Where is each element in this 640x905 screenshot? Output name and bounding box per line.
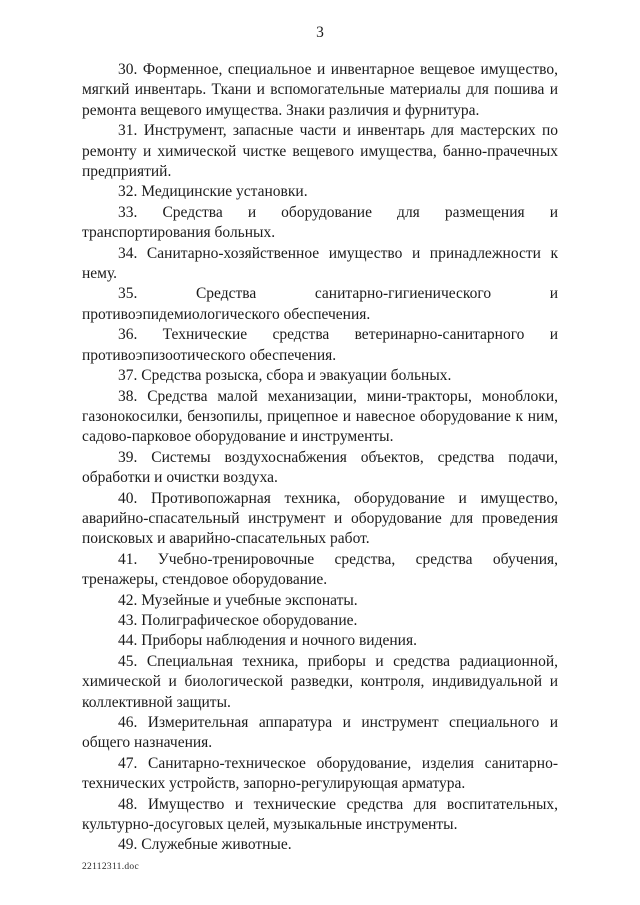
- list-item: 35. Средства санитарно-гигиенического и противоэпидемиологического обеспечения.: [82, 285, 558, 323]
- list-item: 46. Измерительная аппаратура и инструмент специального и общего назначения.: [82, 714, 558, 752]
- list-item: 48. Имущество и технические средства для воспитательных, культурно-досуговых целей, музыкальные инструменты.: [82, 795, 558, 834]
- list-item: 47. Санитарно-техническое оборудование, изделия санитарно-технических устройств, запорно-регулирующая арматура.: [82, 754, 558, 793]
- page-number: 3: [316, 24, 324, 41]
- document-body: [82, 60, 558, 856]
- list-item: 49. Служебные животные.: [118, 836, 292, 854]
- list-item: 30. Форменное, специальное и инвентарное вещевое имущество, мягкий инвентарь. Ткани и вспомогательные материалы для пошива и ремонта вещевого имущества. Знаки различия и фурнитура.: [82, 61, 558, 119]
- list-item: 31. Инструмент, запасные части и инвентарь для мастерских по ремонту и химической чистке вещевого имущества, банно-прачечных предприятий.: [82, 122, 558, 181]
- list-item: 40. Противопожарная техника, оборудование и имущество, аварийно-спасательный инструмент и оборудование для проведения поисковых и аварийно-спасательных работ.: [82, 489, 558, 548]
- list-item: 41. Учебно-тренировочные средства, средства обучения, тренажеры, стендовое оборудование.: [82, 550, 558, 589]
- list-item: 36. Технические средства ветеринарно-санитарного и противоэпизоотического обеспечения.: [82, 326, 558, 364]
- list-item: 45. Специальная техника, приборы и средства радиационной, химической и биологической разведки, контроля, индивидуальной и коллективной защиты.: [82, 652, 558, 711]
- footer-filename: 22112311.doc: [82, 862, 139, 872]
- list-item: 39. Системы воздухоснабжения объектов, средства подачи, обработки и очистки воздуха.: [82, 448, 558, 487]
- list-item: 34. Санитарно-хозяйственное имущество и принадлежности к нему.: [82, 244, 558, 283]
- list-item: 38. Средства малой механизации, мини-тракторы, моноблоки, газонокосилки, бензопилы, прицепное и навесное оборудование к ним, садово-парковое оборудование и инструменты.: [82, 387, 558, 446]
- list-item: 37. Средства розыска, сбора и эвакуации больных.: [118, 367, 452, 385]
- list-item: 33. Средства и оборудование для размещения и транспортирования больных.: [82, 203, 558, 242]
- list-item: 44. Приборы наблюдения и ночного видения.: [118, 632, 417, 650]
- list-item: 43. Полиграфическое оборудование.: [118, 611, 358, 629]
- list-item: 32. Медицинские установки.: [118, 183, 308, 201]
- list-item: 42. Музейные и учебные экспонаты.: [118, 591, 358, 609]
